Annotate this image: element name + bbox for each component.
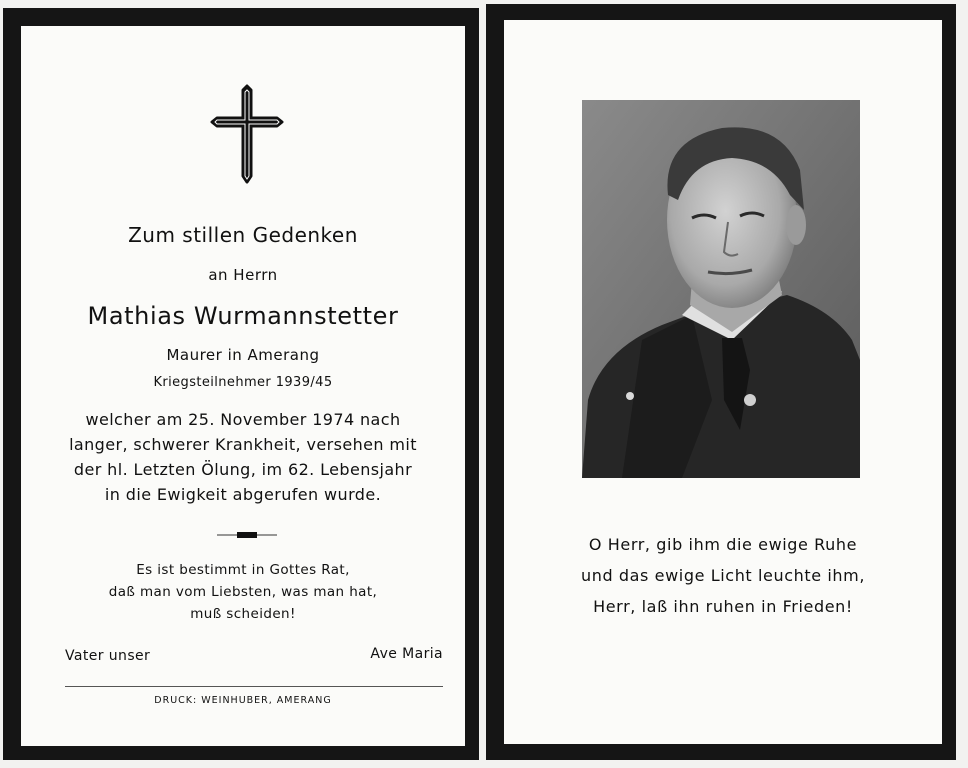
footer-rule: [65, 686, 443, 687]
occupation: Maurer in Amerang: [166, 346, 320, 364]
body-line: langer, schwerer Krankheit, versehen mit: [69, 435, 417, 454]
prayer-ave-maria: Ave Maria: [370, 646, 443, 662]
salutation: an Herrn: [208, 266, 278, 284]
closing-prayer-line: und das ewige Licht leuchte ihm,: [580, 566, 866, 585]
war-service: Kriegsteilnehmer 1939/45: [153, 375, 333, 390]
right-card-paper: [504, 20, 942, 744]
body-line: welcher am 25. November 1974 nach: [85, 410, 401, 429]
prayer-our-father: Vater unser: [65, 648, 151, 664]
printer-credit: DRUCK: WEINHUBER, AMERANG: [154, 695, 332, 706]
verse-line: Es ist bestimmt in Gottes Rat,: [136, 562, 350, 578]
deceased-name: Mathias Wurmannstetter: [87, 302, 399, 330]
heading: Zum stillen Gedenken: [128, 223, 358, 247]
left-card-paper: [21, 26, 465, 746]
cross-icon: [207, 82, 287, 186]
verse-line: muß scheiden!: [190, 606, 296, 622]
closing-prayer-line: Herr, laß ihn ruhen in Frieden!: [593, 597, 853, 616]
memorial-card-right: [486, 4, 956, 760]
divider-ornament: [217, 530, 277, 540]
body-line: der hl. Letzten Ölung, im 62. Lebensjahr: [73, 460, 413, 479]
memorial-card-left: [3, 8, 479, 760]
body-line: in die Ewigkeit abgerufen wurde.: [104, 485, 382, 504]
verse-line: daß man vom Liebsten, was man hat,: [108, 584, 378, 600]
portrait-image: [582, 100, 860, 478]
closing-prayer-line: O Herr, gib ihm die ewige Ruhe: [588, 535, 858, 554]
portrait-photo: [582, 100, 860, 478]
